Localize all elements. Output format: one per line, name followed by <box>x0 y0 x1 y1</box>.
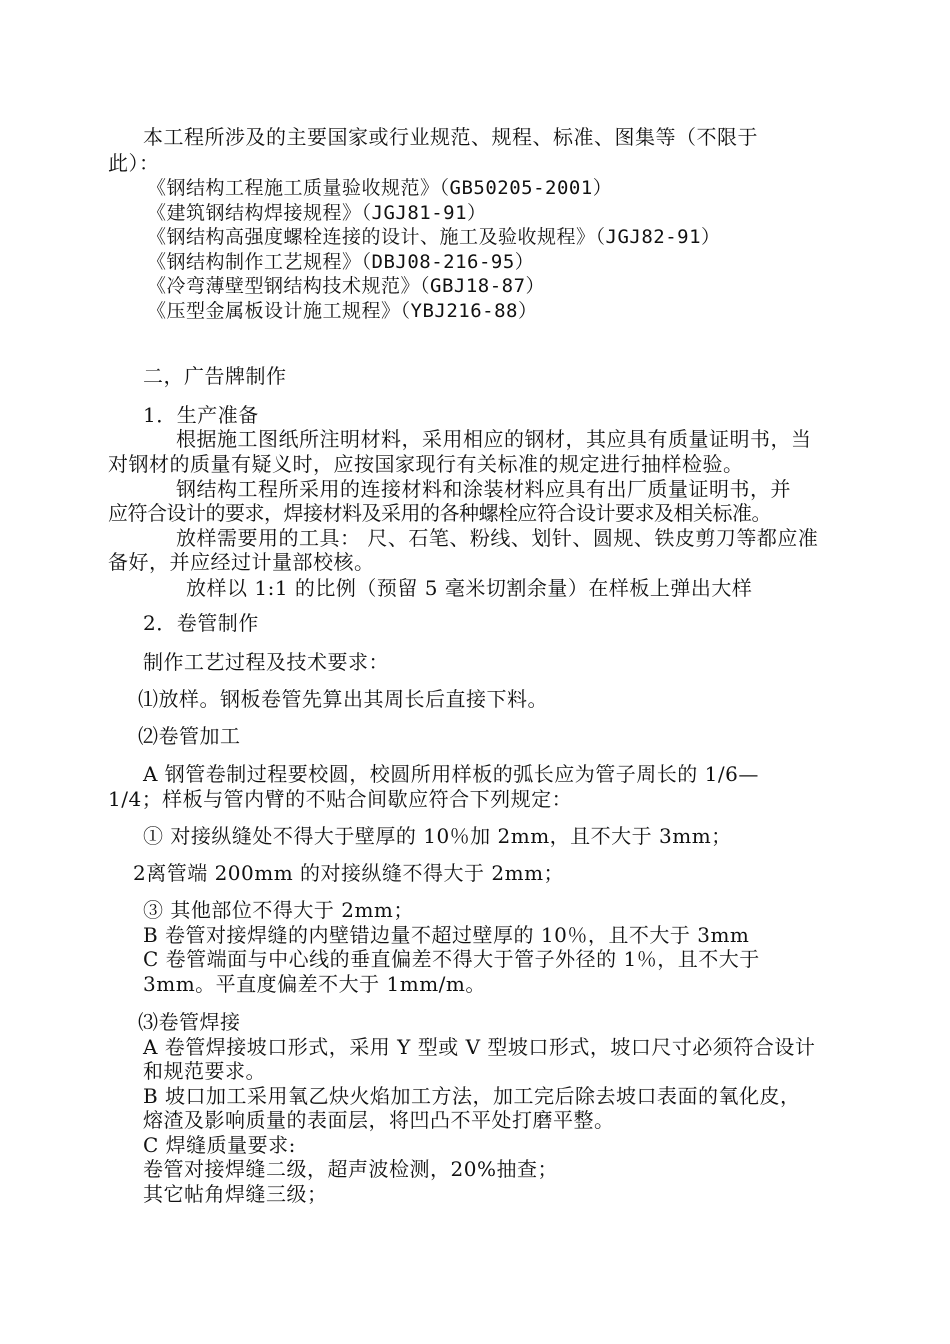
standard-item: 《冷弯薄壁型钢结构技术规范》（GBJ18-87） <box>147 275 546 297</box>
list-item: 2离管端 200mm 的对接纵缝不得大于 2mm； <box>133 861 565 885</box>
intro-line-1: 本工程所涉及的主要国家或行业规范、规程、标准、图集等（不限于 <box>143 125 758 149</box>
paragraph-line: 1/4；样板与管内臂的不贴合间歇应符合下列规定： <box>108 787 573 811</box>
paragraph-line: B 卷管对接焊缝的内壁错边量不超过壁厚的 10％，且不大于 3mm <box>143 923 750 947</box>
paragraph-line: B 坡口加工采用氧乙炔火焰加工方法，加工完后除去坡口表面的氧化皮， <box>143 1084 801 1108</box>
list-item: ⑶卷管焊接 <box>138 1010 241 1034</box>
standard-item: 《钢结构高强度螺栓连接的设计、施工及验收规程》（JGJ82-91） <box>147 226 721 248</box>
list-item: ③ 其他部位不得大于 2mm； <box>143 898 414 922</box>
standard-item: 《钢结构工程施工质量验收规范》（GB50205-2001） <box>147 177 613 199</box>
intro-line-2: 此）： <box>108 151 160 175</box>
paragraph-line: 根据施工图纸所注明材料，采用相应的钢材，其应具有质量证明书，当 <box>176 427 812 451</box>
paragraph-line: 对钢材的质量有疑义时，应按国家现行有关标准的规定进行抽样检验。 <box>108 452 744 476</box>
list-item: ① 对接纵缝处不得大于壁厚的 10％加 2mm，且不大于 3mm； <box>143 824 732 848</box>
paragraph-line: 钢结构工程所采用的连接材料和涂装材料应具有出厂质量证明书，并 <box>176 477 791 501</box>
list-item: ⑵卷管加工 <box>138 724 241 748</box>
standard-item: 《建筑钢结构焊接规程》（JGJ81-91） <box>147 202 487 224</box>
paragraph-line: 和规范要求。 <box>143 1059 266 1083</box>
list-item: ⑴放样。钢板卷管先算出其周长后直接下料。 <box>138 687 548 711</box>
standard-item: 《压型金属板设计施工规程》（YBJ216-88） <box>147 300 538 322</box>
paragraph-line: 应符合设计的要求，焊接材料及采用的各种螺栓应符合设计要求及相关标准。 <box>108 501 771 525</box>
paragraph-line: A 钢管卷制过程要校圆，校圆所用样板的弧长应为管子周长的 1/6— <box>143 762 759 786</box>
paragraph-line: 卷管对接焊缝二级，超声波检测，20%抽查； <box>143 1157 558 1181</box>
paragraph-line: C 卷管端面与中心线的垂直偏差不得大于管子外径的 1％，且不大于 <box>143 947 760 971</box>
paragraph-line: A 卷管焊接坡口形式，采用 Y 型或 V 型坡口形式，坡口尺寸必须符合设计 <box>143 1035 816 1059</box>
paragraph-line: 放样需要用的工具： 尺、石笔、粉线、划针、圆规、铁皮剪刀等都应准 <box>176 526 819 550</box>
subsection-heading: 2．卷管制作 <box>143 611 259 635</box>
paragraph-line: 备好，并应经过计量部校核。 <box>108 550 375 574</box>
section-heading: 二，广告牌制作 <box>143 364 287 388</box>
paragraph-line: C 焊缝质量要求: <box>143 1133 296 1157</box>
paragraph-line: 3mm。平直度偏差不大于 1mm/m。 <box>143 972 486 996</box>
paragraph-line: 放样以 1:1 的比例（预留 5 毫米切割余量）在样板上弹出大样 <box>186 576 753 600</box>
standard-item: 《钢结构制作工艺规程》（DBJ08-216-95） <box>147 251 535 273</box>
paragraph-line: 制作工艺过程及技术要求： <box>143 650 389 674</box>
subsection-heading: 1．生产准备 <box>143 403 259 427</box>
paragraph-line: 熔渣及影响质量的表面层，将凹凸不平处打磨平整。 <box>143 1108 615 1132</box>
paragraph-line: 其它帖角焊缝三级； <box>143 1182 328 1206</box>
